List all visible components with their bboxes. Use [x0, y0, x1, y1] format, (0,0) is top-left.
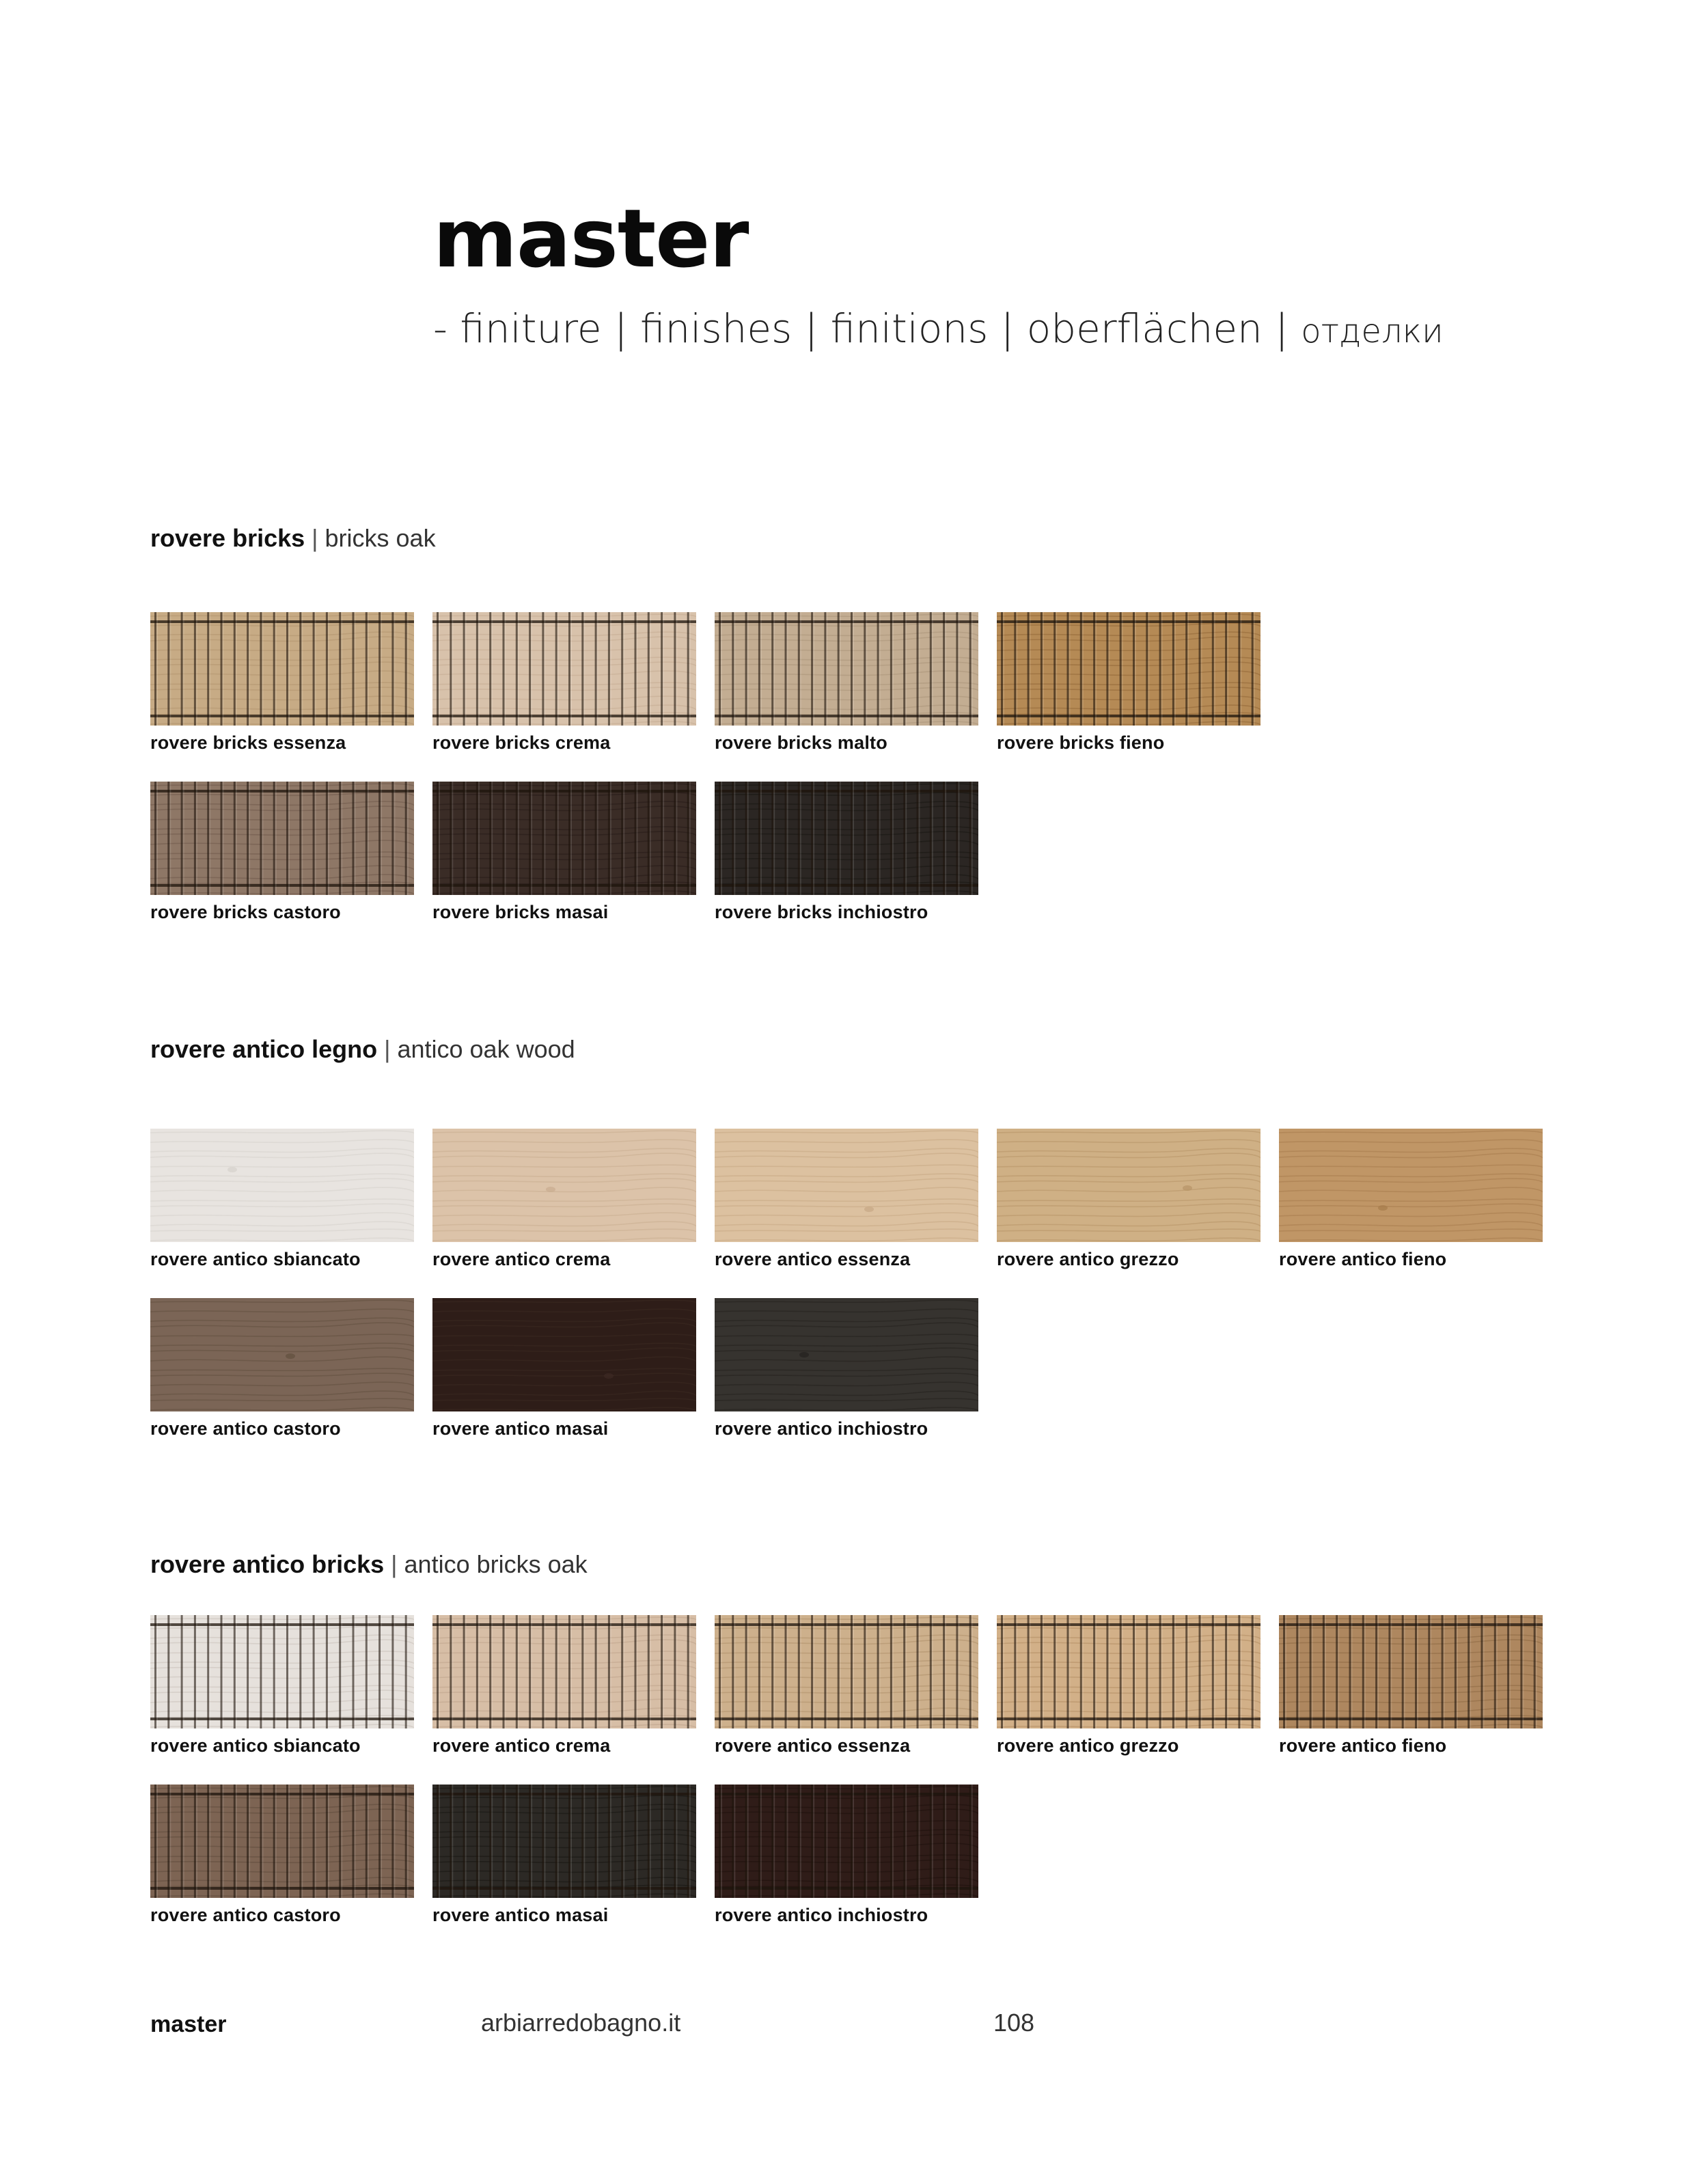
section-title-bold: rovere antico bricks: [150, 1550, 385, 1578]
swatch-label: rovere antico castoro: [150, 1418, 341, 1439]
swatch-card[interactable]: [150, 1129, 414, 1269]
swatch-card[interactable]: [150, 1785, 414, 1925]
swatch-image: [150, 1129, 414, 1242]
swatch-image: [150, 612, 414, 726]
swatch-label: rovere antico essenza: [715, 1249, 911, 1269]
swatch-label: rovere antico sbiancato: [150, 1249, 361, 1269]
swatch-image: [432, 612, 696, 726]
swatch-card[interactable]: [432, 1785, 696, 1925]
swatch-card[interactable]: [715, 1298, 978, 1439]
swatch-card[interactable]: [432, 1615, 696, 1756]
swatch-card[interactable]: [150, 1298, 414, 1439]
swatch-image: [150, 782, 414, 895]
swatch-image: [715, 1298, 978, 1411]
swatch-image: [432, 1785, 696, 1898]
swatch-label: rovere bricks malto: [715, 732, 887, 753]
section-title: [150, 526, 436, 551]
swatch-image: [715, 612, 978, 726]
swatch-label: rovere bricks castoro: [150, 902, 341, 922]
swatch-image: [997, 1129, 1261, 1242]
section-title-light: bricks oak: [325, 524, 436, 552]
swatch-card[interactable]: [150, 782, 414, 922]
footer-website-link[interactable]: arbiarredobagno.it: [481, 2009, 681, 2037]
swatch-card[interactable]: [432, 782, 696, 922]
swatch-card[interactable]: [1279, 1615, 1543, 1756]
subtitle-russian: отделки: [1301, 312, 1444, 350]
swatch-card[interactable]: [997, 1129, 1261, 1269]
page-header: [433, 191, 1444, 352]
section-title: [150, 1552, 588, 1577]
swatch-label: rovere bricks essenza: [150, 732, 346, 753]
swatch-label: rovere antico sbiancato: [150, 1735, 361, 1756]
swatch-card[interactable]: [997, 612, 1261, 753]
section-title: [150, 1037, 575, 1062]
swatch-label: rovere antico crema: [432, 1735, 611, 1756]
swatch-label: rovere bricks fieno: [997, 732, 1165, 753]
swatch-card[interactable]: [432, 1129, 696, 1269]
section-title-separator: |: [384, 1550, 404, 1578]
swatch-label: rovere bricks crema: [432, 732, 611, 753]
swatch-image: [432, 1129, 696, 1242]
swatch-image: [715, 1615, 978, 1728]
swatch-card[interactable]: [432, 1298, 696, 1439]
swatch-card[interactable]: [715, 612, 978, 753]
swatch-card[interactable]: [432, 612, 696, 753]
section-rovere-antico-bricks: [150, 1550, 1447, 1925]
page-number: 108: [993, 2009, 1035, 2037]
swatch-image: [150, 1785, 414, 1898]
section-title-separator: |: [377, 1035, 398, 1063]
page-title: master: [433, 191, 749, 286]
swatch-label: rovere antico fieno: [1279, 1735, 1447, 1756]
swatch-label: rovere antico essenza: [715, 1735, 911, 1756]
swatch-label: rovere antico fieno: [1279, 1249, 1447, 1269]
swatch-image: [1279, 1615, 1543, 1728]
swatch-label: rovere antico inchiostro: [715, 1418, 928, 1439]
swatch-label: rovere antico grezzo: [997, 1735, 1179, 1756]
swatch-label: rovere antico crema: [432, 1249, 611, 1269]
swatch-label: rovere bricks inchiostro: [715, 902, 928, 922]
page-subtitle: [433, 305, 1444, 352]
section-rovere-antico-legno: [150, 1035, 1447, 1439]
section-rovere-bricks: [150, 524, 1165, 922]
swatch-card[interactable]: [150, 1615, 414, 1756]
swatch-card[interactable]: [150, 612, 414, 753]
swatch-image: [432, 1615, 696, 1728]
swatch-label: rovere antico inchiostro: [715, 1905, 928, 1925]
swatch-label: rovere antico castoro: [150, 1905, 341, 1925]
swatch-image: [997, 1615, 1261, 1728]
swatch-card[interactable]: [715, 1615, 978, 1756]
swatch-image: [715, 782, 978, 895]
section-title-bold: rovere bricks: [150, 524, 305, 552]
swatch-card[interactable]: [715, 782, 978, 922]
swatch-image: [150, 1298, 414, 1411]
swatch-image: [715, 1785, 978, 1898]
swatch-card[interactable]: [1279, 1129, 1543, 1269]
swatch-card[interactable]: [715, 1129, 978, 1269]
swatch-card[interactable]: [997, 1615, 1261, 1756]
swatch-image: [432, 1298, 696, 1411]
footer-brand: master: [150, 2011, 227, 2037]
swatch-image: [1279, 1129, 1543, 1242]
swatch-label: rovere bricks masai: [432, 902, 609, 922]
swatch-image: [997, 612, 1261, 726]
section-title-separator: |: [305, 524, 325, 552]
section-title-bold: rovere antico legno: [150, 1035, 378, 1063]
section-title-light: antico oak wood: [397, 1035, 575, 1063]
swatch-label: rovere antico masai: [432, 1905, 609, 1925]
swatch-label: rovere antico masai: [432, 1418, 609, 1439]
subtitle-languages: - finiture | finishes | finitions | oberflächen |: [433, 305, 1301, 352]
swatch-image: [150, 1615, 414, 1728]
swatch-image: [715, 1129, 978, 1242]
swatch-image: [432, 782, 696, 895]
swatch-card[interactable]: [715, 1785, 978, 1925]
swatch-label: rovere antico grezzo: [997, 1249, 1179, 1269]
section-title-light: antico bricks oak: [404, 1550, 588, 1578]
